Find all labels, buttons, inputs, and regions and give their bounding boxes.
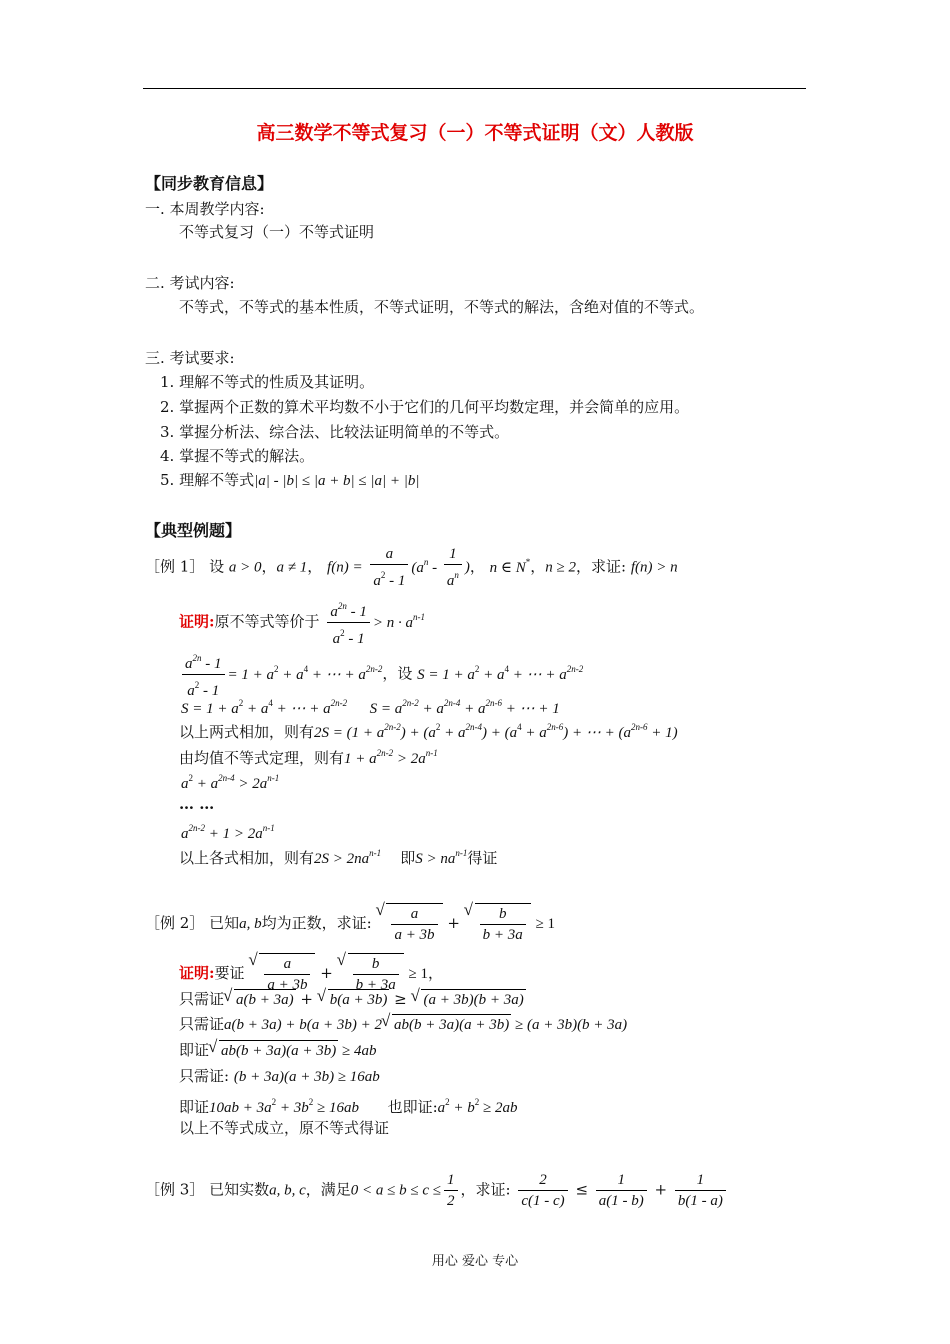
page-footer: 用心 爱心 专心 [431, 1254, 519, 1269]
item-2-text: 不等式，不等式的基本性质，不等式证明，不等式的解法，含绝对值的不等式。 [179, 298, 705, 316]
proof-2-line-5: 只需证: (b + 3a)(a + 3b) ≥ 16ab [179, 1067, 380, 1085]
example-2: ［例 2］ 已知a, b均为正数，求证: √ $\frac{a}{a + 3b}$ + √ $\frac{b}{b + 3a}$ ≥ 1 [145, 903, 555, 945]
proof-2-line-3: 只需证a(b + 3a) + b(a + 3b) + 2√ ab(b + 3a)(a + 3b) ≥ (a + 3b)(b + 3a) [179, 1014, 627, 1035]
header-rule [143, 88, 806, 89]
item-1: 一. 本周教学内容: [145, 200, 265, 218]
proof-1-line-5: 由均值不等式定理，则有$1 + a^{2n-2} > 2a^{n-1}$ [179, 748, 438, 767]
proof-2-line-6: 即证$10ab + 3a^2 + 3b^2 \ge 16ab$ 也即证$:a^2 + b^2 \ge 2ab$ [179, 1097, 518, 1116]
proof-1-line-7: $a^{2n-2} + 1 > 2a^{n-1}$ [181, 823, 275, 842]
proof-1-line-6: $a^2 + a^{2n-4} > 2a^{n-1}$ [181, 773, 280, 792]
example-3: ［例 3］ 已知实数a, b, c，满足0 < a ≤ b ≤ c ≤ $\frac{1}{2}$ ，求证: $\frac{2}{c(1 - c)}$ ≤ $\frac{1}{a(1 - b)}$ + $\frac{1}{b(1 - a)}$ [145, 1170, 729, 1211]
proof-1-line-4: 以上两式相加，则有$2S = (1 + a^{2n-2}) + (a^2 + a^{2n-4}) + (a^4 + a^{2n-6})$ + ⋯ + $(a^{2n-6} + 1)$ [179, 722, 678, 741]
requirement-2: 2. 掌握两个正数的算术平均数不小于它们的几何平均数定理，并会简单的应用。 [160, 398, 690, 416]
requirement-4: 4. 掌握不等式的解法。 [160, 447, 315, 465]
proof-2-line-4: 即证√ ab(b + 3a)(a + 3b) ≥ 4ab [179, 1040, 376, 1061]
proof-2-line-2: 只需证√ a(b + 3a) + √ b(a + 3b) ≥ √ (a + 3b)(b + 3a) [179, 989, 526, 1010]
requirement-3: 3. 掌握分析法、综合法、比较法证明简单的不等式。 [160, 423, 510, 441]
proof-1-line-3: $S = 1 + a^2 + a^4$ + ⋯ + $a^{2n-2}$ $S = a^{2n-2} + a^{2n-4} + a^{2n-6}$ + ⋯ + 1 [181, 698, 560, 717]
proof-2-line-1: 证明:要证 √ $\frac{a}{a + 3b}$ + √ $\frac{b}{b + 3a}$ ≥ 1， [179, 953, 443, 995]
item-2: 二. 考试内容: [145, 274, 235, 292]
proof-1-line-8: 以上各式相加，则有$2S > 2na^{n-1}$ 即$S > na^{n-1}$得证 [179, 848, 498, 867]
item-3: 三. 考试要求: [145, 349, 235, 367]
proof-1-dots: … … [179, 795, 215, 813]
requirement-5: 5. 理解不等式|a| - |b| ≤ |a + b| ≤ |a| + |b| [160, 471, 420, 489]
proof-1-line-2: $\frac{a^{2n} - 1}{a^2 - 1}$ = $1 + a^2 + a^4$ + ⋯ + $a^{2n-2}$，设 $S = 1 + a^2 + a^4$ + ⋯ + $a^{2n-2}$ [179, 648, 583, 701]
section-heading-sync: 【同步教育信息】 [145, 174, 274, 193]
proof-2-conclusion: 以上不等式成立，原不等式得证 [179, 1119, 390, 1137]
page-title: 高三数学不等式复习（一）不等式证明（文）人教版 [256, 122, 694, 144]
proof-1-line-1: 证明:原不等式等价于 $\frac{a^{2n} - 1}{a^2 - 1}$ > $n \cdot a^{n-1}$ [179, 601, 425, 647]
item-1-text: 不等式复习（一）不等式证明 [179, 223, 375, 241]
section-heading-examples: 【典型例题】 [145, 521, 242, 540]
example-1: ［例 1］ 设 a > 0，a ≠ 1， f(n) = $\frac{a}{a^2 - 1}$ ($a^n$ - $\frac{1}{a^n}$ )， n ∈ N*，n ≥ 2，求证: f(n) > n [145, 546, 678, 589]
requirement-1: 1. 理解不等式的性质及其证明。 [160, 373, 375, 391]
